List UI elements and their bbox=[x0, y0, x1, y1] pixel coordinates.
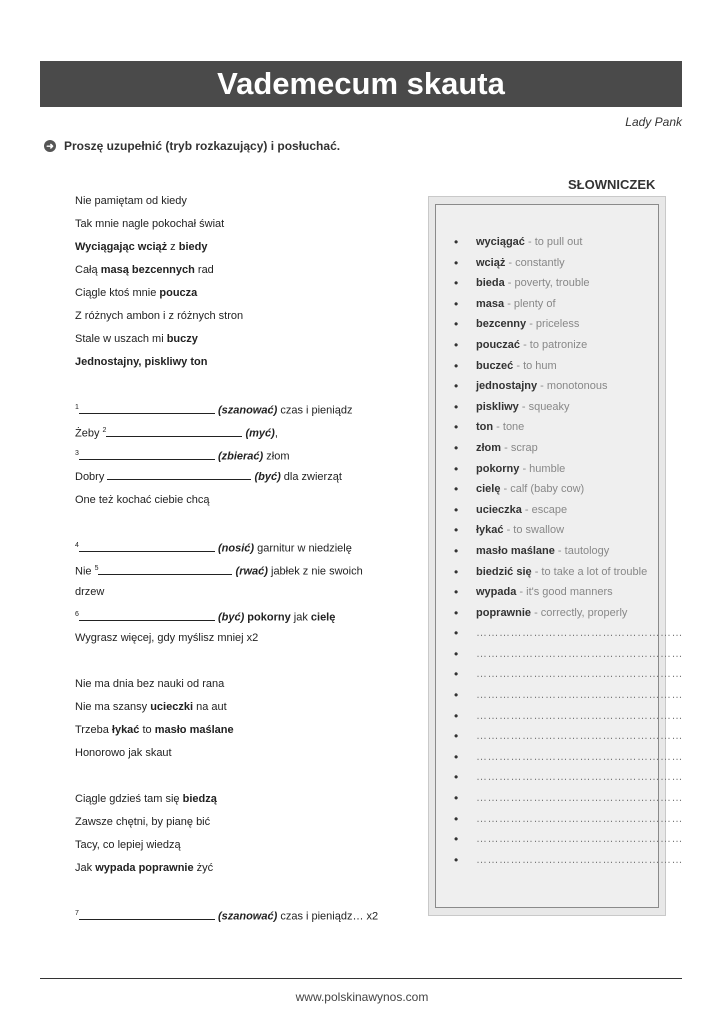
bullet-icon: • bbox=[454, 399, 459, 414]
glossary-word: pouczać bbox=[476, 338, 521, 351]
glossary-item bbox=[454, 356, 654, 377]
dotted-line: ……………………………………………… bbox=[476, 833, 683, 846]
glossary-gloss: - to pull out bbox=[524, 236, 583, 248]
dotted-line: ……………………………………………… bbox=[476, 792, 683, 805]
gap-number: 2 bbox=[102, 427, 107, 434]
lyric-text: jabłek z nie swoich bbox=[267, 565, 363, 578]
bullet-icon: • bbox=[454, 523, 459, 538]
lyric-text: Z różnych ambon i z różnych stron bbox=[75, 310, 244, 322]
dictionary-inner bbox=[435, 204, 683, 908]
lyric-bold: ucieczki bbox=[150, 701, 194, 713]
glossary-item bbox=[454, 314, 654, 335]
lyric-line bbox=[75, 262, 415, 285]
dictionary-box bbox=[428, 196, 683, 916]
glossary-item bbox=[454, 438, 654, 459]
glossary-gloss: - scrap bbox=[501, 441, 538, 454]
gap-number: 5 bbox=[94, 565, 99, 572]
lyric-line bbox=[75, 216, 415, 239]
glossary-word: wciąż bbox=[476, 256, 506, 269]
lyric-line bbox=[75, 193, 415, 216]
lyric-text: dla zwierząt bbox=[280, 471, 342, 483]
stanza-gap bbox=[75, 515, 415, 538]
glossary-word: buczeć bbox=[476, 359, 514, 372]
bullet-icon: • bbox=[454, 379, 459, 394]
gap-number: 6 bbox=[75, 611, 79, 618]
dotted-line: ……………………………………………… bbox=[476, 627, 683, 640]
bullet-icon: • bbox=[454, 667, 459, 682]
lyric-text: Zawsze chętni, by pianę bić bbox=[75, 816, 211, 828]
bullet-icon: • bbox=[454, 791, 459, 806]
glossary-word: złom bbox=[476, 441, 502, 454]
lyric-line bbox=[75, 745, 415, 768]
bullet-icon: • bbox=[454, 276, 459, 291]
glossary-item bbox=[454, 273, 654, 294]
glossary-item bbox=[454, 335, 654, 356]
glossary-empty-line[interactable] bbox=[454, 644, 683, 665]
dictionary-title: SŁOWNICZEK bbox=[568, 177, 656, 192]
fill-blank-7[interactable] bbox=[79, 610, 215, 621]
glossary-word: bieda bbox=[476, 277, 505, 290]
glossary-item bbox=[454, 459, 654, 480]
glossary-empty-line[interactable] bbox=[454, 829, 683, 850]
bullet-icon: • bbox=[454, 358, 459, 373]
verb-hint: (rwać) bbox=[235, 565, 268, 578]
glossary-empty-line[interactable] bbox=[454, 788, 683, 809]
stanza-gap bbox=[75, 653, 415, 676]
fill-blank-1[interactable] bbox=[79, 403, 215, 414]
lyric-text: czas i pieniądz bbox=[277, 404, 353, 417]
glossary-word: pokorny bbox=[476, 462, 520, 475]
dotted-line: ……………………………………………… bbox=[476, 853, 683, 866]
lyric-text: z bbox=[167, 241, 179, 253]
lyric-bold: biedzą bbox=[182, 793, 217, 805]
lyric-bold: wypada poprawnie bbox=[95, 862, 194, 874]
instruction bbox=[44, 139, 340, 153]
bullet-icon: • bbox=[454, 235, 459, 249]
bullet-icon: • bbox=[454, 461, 459, 476]
dotted-line: ……………………………………………… bbox=[476, 709, 683, 722]
lyric-text: Nie ma dnia bez nauki od rana bbox=[75, 678, 225, 690]
lyrics bbox=[75, 193, 415, 929]
dotted-line: ……………………………………………… bbox=[476, 730, 683, 743]
glossary-empty-line[interactable] bbox=[454, 850, 683, 871]
glossary-gloss: - humble bbox=[519, 462, 566, 475]
glossary-gloss: - squeaky bbox=[518, 400, 570, 413]
glossary-word: biedzić się bbox=[476, 565, 532, 578]
lyric-bold: buczy bbox=[166, 333, 198, 345]
bullet-icon: • bbox=[454, 729, 459, 744]
lyric-text: , bbox=[274, 427, 278, 440]
lyric-line bbox=[75, 308, 415, 331]
glossary-word: bezcenny bbox=[476, 318, 527, 331]
glossary-gloss: - constantly bbox=[505, 256, 565, 269]
lyric-text: żyć bbox=[193, 862, 214, 874]
lyric-line bbox=[75, 561, 415, 584]
bullet-icon: • bbox=[454, 832, 459, 847]
glossary-item bbox=[454, 541, 654, 562]
stanza-gap bbox=[75, 768, 415, 791]
glossary-item bbox=[454, 582, 654, 603]
lyric-line bbox=[75, 699, 415, 722]
stanza-3 bbox=[75, 538, 415, 653]
verb-hint: (zbierać) bbox=[217, 450, 264, 463]
bullet-icon: • bbox=[454, 255, 459, 270]
lyric-bold: pokorny bbox=[244, 611, 291, 624]
bullet-icon: • bbox=[454, 852, 459, 867]
footer-divider bbox=[40, 978, 682, 979]
lyric-text: Tacy, co lepiej wiedzą bbox=[75, 839, 181, 851]
lyric-line bbox=[75, 676, 415, 699]
glossary-empty-line[interactable] bbox=[454, 747, 683, 768]
footer-url[interactable]: www.polskinawynos.com bbox=[295, 990, 429, 1004]
glossary-word: łykać bbox=[476, 524, 504, 537]
verb-hint: (być) bbox=[254, 471, 281, 483]
glossary-gloss: - to patronize bbox=[520, 338, 588, 351]
glossary-empty-line[interactable] bbox=[454, 623, 683, 644]
glossary-word: wyciągać bbox=[476, 236, 525, 248]
lyric-bold: poucza bbox=[159, 287, 198, 299]
arrow-circle-icon: ➜ bbox=[44, 140, 56, 152]
bullet-icon: • bbox=[454, 420, 459, 435]
lyric-text: Tak mnie nagle pokochał świat bbox=[75, 218, 225, 230]
bullet-icon: • bbox=[454, 482, 459, 497]
lyric-text: Trzeba bbox=[75, 724, 112, 736]
glossary-gloss: - to swallow bbox=[503, 524, 565, 537]
lyric-bold: biedy bbox=[178, 241, 208, 253]
bullet-icon: • bbox=[454, 646, 459, 661]
lyric-line: One też kochać ciebie chcą bbox=[75, 494, 210, 506]
verb-hint: (być) bbox=[217, 611, 245, 624]
bullet-icon: • bbox=[454, 770, 459, 785]
glossary-empty-line[interactable] bbox=[454, 664, 683, 685]
lyric-text: Nie bbox=[75, 565, 95, 578]
title-bar bbox=[40, 61, 682, 107]
lyric-line bbox=[75, 860, 415, 883]
glossary-item bbox=[454, 417, 654, 438]
glossary-gloss: - tautology bbox=[554, 544, 610, 557]
lyric-bold: masło maślane bbox=[154, 724, 234, 736]
page-title: Vademecum skauta bbox=[217, 66, 505, 101]
stanza-1 bbox=[75, 193, 415, 377]
glossary-word: wypada bbox=[476, 586, 517, 599]
lyric-bold: Wyciągając wciąż bbox=[75, 241, 168, 253]
glossary-item bbox=[454, 294, 654, 315]
lyric-line bbox=[75, 354, 415, 377]
verb-hint: (myć) bbox=[245, 427, 275, 440]
instruction-text: Proszę uzupełnić (tryb rozkazujący) i posłuchać. bbox=[64, 139, 341, 153]
lyric-text: Jak bbox=[75, 862, 96, 874]
bullet-icon: • bbox=[454, 626, 459, 641]
lyric-text: czas i pieniądz… x2 bbox=[277, 910, 379, 923]
lyric-line: Wygrasz więcej, gdy myślisz mniej x2 bbox=[75, 632, 259, 644]
lyric-text: Honorowo jak skaut bbox=[75, 747, 172, 759]
lyric-text: rad bbox=[194, 264, 214, 276]
lyric-bold: cielę bbox=[310, 611, 336, 624]
glossary-item bbox=[454, 562, 654, 583]
lyric-line bbox=[75, 285, 415, 308]
bullet-icon: • bbox=[454, 296, 459, 311]
lyric-text: na aut bbox=[193, 701, 227, 713]
bullet-icon: • bbox=[454, 688, 459, 703]
dotted-line: ……………………………………………… bbox=[476, 812, 683, 825]
glossary-word: cielę bbox=[476, 483, 501, 496]
bullet-icon: • bbox=[454, 337, 459, 352]
lyric-text: Dobry bbox=[75, 471, 108, 483]
glossary-item bbox=[454, 500, 654, 521]
lyric-text: Ciągle ktoś mnie bbox=[75, 287, 160, 299]
bullet-icon: • bbox=[454, 605, 459, 620]
glossary-gloss: - correctly, properly bbox=[531, 606, 628, 619]
glossary-empty-line[interactable] bbox=[454, 767, 683, 788]
dotted-line: ……………………………………………… bbox=[476, 750, 683, 763]
glossary-empty-line[interactable] bbox=[454, 726, 683, 747]
bullet-icon: • bbox=[454, 749, 459, 764]
lyric-line bbox=[75, 446, 415, 469]
bullet-icon: • bbox=[454, 317, 459, 332]
lyric-line bbox=[75, 469, 415, 492]
verb-hint: (szanować) bbox=[217, 910, 278, 923]
glossary-item bbox=[454, 603, 654, 624]
glossary-word: masło maślane bbox=[476, 544, 555, 557]
lyric-text: to bbox=[139, 724, 155, 736]
dotted-line: ……………………………………………… bbox=[476, 668, 683, 681]
gap-number: 4 bbox=[75, 542, 79, 549]
glossary-empty-line[interactable] bbox=[454, 809, 683, 830]
bullet-icon: • bbox=[454, 502, 459, 517]
gap-number: 3 bbox=[75, 450, 79, 457]
lyric-line bbox=[75, 607, 415, 630]
glossary-gloss: - to take a lot of trouble bbox=[531, 565, 648, 578]
bullet-icon: • bbox=[454, 585, 459, 600]
glossary-word: poprawnie bbox=[476, 606, 532, 619]
author: Lady Pank bbox=[625, 115, 682, 129]
lyric-text: jak bbox=[290, 611, 311, 624]
bullet-icon: • bbox=[454, 708, 459, 723]
glossary-word: masa bbox=[476, 297, 505, 310]
fill-blank-6[interactable] bbox=[98, 564, 232, 575]
glossary-empty-line[interactable] bbox=[454, 685, 683, 706]
glossary-gloss: - priceless bbox=[526, 318, 580, 331]
lyric-line bbox=[75, 423, 415, 446]
glossary-item bbox=[454, 520, 654, 541]
lyric-line bbox=[75, 331, 415, 354]
lyric-text: Całą bbox=[75, 264, 101, 276]
glossary-word: ucieczka bbox=[476, 503, 522, 516]
fill-blank-5[interactable] bbox=[79, 541, 215, 552]
lyric-text: Stale w uszach mi bbox=[75, 333, 167, 345]
fill-blank-8[interactable] bbox=[79, 909, 215, 920]
verb-hint: (szanować) bbox=[217, 404, 278, 417]
glossary-word: ton bbox=[476, 421, 494, 434]
glossary-gloss: - it's good manners bbox=[516, 586, 613, 599]
glossary-gloss: - to hum bbox=[513, 359, 557, 372]
glossary-list bbox=[454, 232, 683, 870]
dotted-line: ……………………………………………… bbox=[476, 689, 683, 702]
gap-number: 1 bbox=[75, 404, 79, 411]
lyric-text: Ciągle gdzieś tam się bbox=[75, 793, 183, 805]
bullet-icon: • bbox=[454, 564, 459, 579]
glossary-item bbox=[454, 479, 654, 500]
glossary-item bbox=[454, 376, 654, 397]
lyric-text: Żeby bbox=[75, 427, 103, 440]
lyric-bold: Jednostajny, piskliwy ton bbox=[75, 356, 208, 368]
gap-number: 7 bbox=[75, 910, 79, 917]
lyric-text: złom bbox=[263, 450, 290, 463]
stanza-gap bbox=[75, 377, 415, 400]
lyric-line bbox=[75, 906, 415, 929]
bullet-icon: • bbox=[454, 440, 459, 455]
fill-blank-2[interactable] bbox=[106, 426, 242, 437]
fill-blank-3[interactable] bbox=[79, 449, 215, 460]
stanza-5 bbox=[75, 791, 415, 883]
lyric-line bbox=[75, 538, 415, 561]
lyric-bold: masą bezcennych bbox=[100, 264, 195, 276]
glossary-gloss: - escape bbox=[521, 503, 568, 516]
lyric-bold: łykać bbox=[111, 724, 140, 736]
lyric-line bbox=[75, 814, 415, 837]
lyric-line bbox=[75, 400, 415, 423]
bullet-icon: • bbox=[454, 811, 459, 826]
lyric-text: garnitur w niedzielę bbox=[254, 542, 352, 555]
glossary-empty-line[interactable] bbox=[454, 706, 683, 727]
fill-blank-4[interactable] bbox=[107, 469, 251, 480]
lyric-line bbox=[75, 239, 415, 262]
lyric-text: Nie pamiętam od kiedy bbox=[75, 195, 187, 207]
glossary-item bbox=[454, 397, 654, 418]
bullet-icon: • bbox=[454, 543, 459, 558]
lyric-line: drzew bbox=[75, 586, 105, 598]
dotted-line: ……………………………………………… bbox=[476, 771, 683, 784]
dotted-line: ……………………………………………… bbox=[476, 647, 683, 660]
lyric-text: Nie ma szansy bbox=[75, 701, 151, 713]
glossary-word: piskliwy bbox=[476, 400, 519, 413]
glossary-gloss: - plenty of bbox=[504, 297, 556, 310]
lyric-line bbox=[75, 791, 415, 814]
verb-hint: (nosić) bbox=[217, 542, 255, 555]
glossary-gloss: - calf (baby cow) bbox=[500, 483, 585, 496]
glossary-item bbox=[454, 253, 654, 274]
stanza-gap bbox=[75, 883, 415, 906]
glossary-gloss: - tone bbox=[493, 421, 525, 434]
lyric-line bbox=[75, 722, 415, 745]
stanza-4 bbox=[75, 676, 415, 768]
glossary-item bbox=[454, 232, 654, 253]
glossary-gloss: - monotonous bbox=[537, 380, 608, 393]
glossary-gloss: - poverty, trouble bbox=[504, 277, 590, 290]
glossary-word: jednostajny bbox=[476, 380, 538, 393]
lyric-line bbox=[75, 837, 415, 860]
stanza-2 bbox=[75, 400, 415, 515]
